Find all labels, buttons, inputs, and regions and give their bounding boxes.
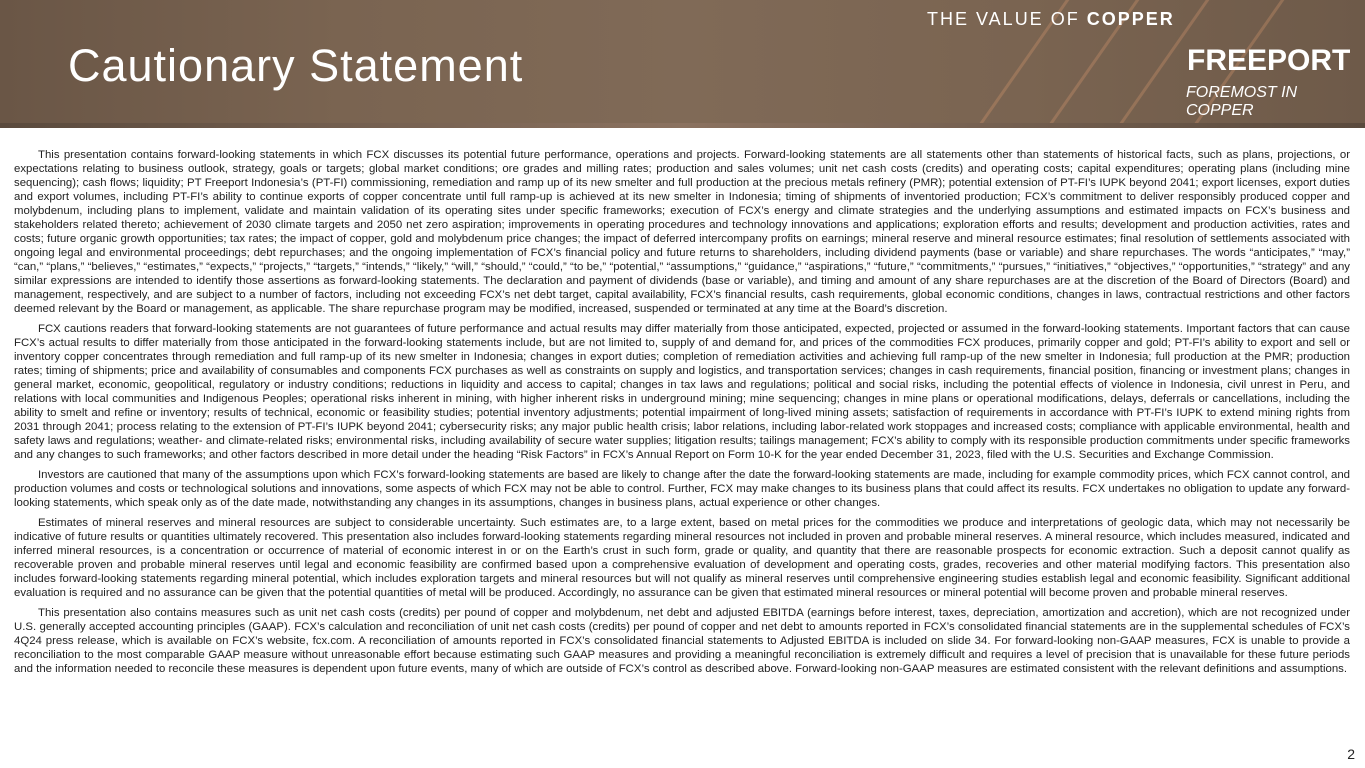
paragraph-forward-looking: This presentation contains forward-looking statements in which FCX discusses its potential future performance, operations and projects. Forward-looking statements are all statements other than statements of historical facts, such as plans, projections, or expectations relating to business outlook, strategy, goals or targets; global market conditions; ore grades and milling rates; production and sales volumes; unit net cash costs (credits) and operating costs; capital expenditures; operating plans (including mine sequencing); cash flows; liquidity; PT Freeport Indonesia’s (PT-FI) commissioning, remediation and ramp up of its new smelter and full production at the precious metals refinery (PMR); potential extension of PT-FI’s IUPK beyond 2041; export licenses, export duties and export volumes, including PT-FI’s ability to continue exports of copper concentrate until full ramp-up is achieved at its new smelter in Indonesia; timing of shipments of inventoried production; FCX’s commitment to deliver responsibly produced copper and molybdenum, including plans to implement, validate and maintain validation of its operating sites under specific frameworks; execution of FCX’s energy and climate strategies and the underlying assumptions and estimated impacts on FCX’s business and stakeholders related thereto; achievement of 2030 climate targets and 2050 net zero aspiration; improvements in operating procedures and technology innovations and applications; exploration efforts and results; development and production activities, rates and costs; future organic growth opportunities; tax rates; the impact of copper, gold and molybdenum price changes; the impact of deferred intercompany profits on earnings; mineral reserve and mineral resource estimates; final resolution of settlements associated with ongoing legal and environmental proceedings; debt repurchases; and the ongoing implementation of FCX’s financial policy and future returns to shareholders, including dividend payments (base or variable) and share repurchases. The words “anticipates,” “may,” “can,” “plans,” “believes,” “estimates,” “expects,” “projects,” “targets,” “intends,” “likely,” “will,” “should,” “could,” “to be,” “potential,” “assumptions,” “guidance,” “aspirations,” “future,” “commitments,” “pursues,” “initiatives,” “objectives,” “opportunities,” “strategy” and any similar expressions are intended to identify those assertions as forward-looking statements. The declaration and payment of dividends (base or variable), and timing and amount of any share repurchases are at the discretion of the Board of Directors (Board) and management, respectively, and are subject to a number of factors, including not exceeding FCX’s net debt target, capital availability, FCX’s financial results, cash requirements, global economic conditions, changes in laws, contractual restrictions and other factors deemed relevant by the Board or management, as applicable. The share repurchase program may be modified, increased, suspended or terminated at any time at the Board’s discretion. xyxy=(14,149,1350,315)
tagline-bold: COPPER xyxy=(1086,9,1175,29)
tagline xyxy=(927,9,1175,30)
paragraph-investors: Investors are cautioned that many of the assumptions upon which FCX’s forward-looking statements are based are likely to change after the date the forward-looking statements are made, including for example commodity prices, which FCX cannot control, and production volumes and costs or technological solutions and innovations, some aspects of which FCX may not be able to control. Further, FCX may make changes to its business plans that could affect its results. FCX undertakes no obligation to update any forward-looking statements, which speak only as of the date made, notwithstanding any changes in its assumptions, changes in business plans, actual experience or other changes. xyxy=(14,469,1350,509)
paragraph-non-gaap: This presentation also contains measures such as unit net cash costs (credits) per pound of copper and molybdenum, net debt and adjusted EBITDA (earnings before interest, taxes, depreciation, amortization and accretion), which are not recognized under U.S. generally accepted accounting principles (GAAP). FCX’s calculation and reconciliation of unit net cash costs (credits) per pound of copper and net debt to amounts reported in FCX’s consolidated financial statements are in the supplemental schedules of FCX’s 4Q24 press release, which is available on FCX’s website, fcx.com. A reconciliation of amounts reported in FCX’s consolidated financial statements to Adjusted EBITDA is included on slide 34. For forward-looking non-GAAP measures, FCX is unable to provide a reconciliation to the most comparable GAAP measure without unreasonable effort because estimating such GAAP measures and providing a meaningful reconciliation is extremely difficult and requires a level of precision that is unavailable for these future periods and the information needed to reconcile these measures is dependent upon future events, many of which are outside of FCX’s control as described above. Forward-looking non-GAAP measures are estimated consistent with the relevant definitions and assumptions. xyxy=(14,607,1350,675)
tagline-prefix: THE VALUE OF xyxy=(927,9,1087,29)
page-number: 2 xyxy=(1347,746,1355,762)
company-slogan: FOREMOST IN COPPER xyxy=(1186,84,1298,119)
cautionary-text xyxy=(14,148,1350,682)
company-logo: FREEPORT xyxy=(1187,44,1351,77)
paragraph-cautions: FCX cautions readers that forward-looking statements are not guarantees of future performance and actual results may differ materially from those anticipated, expected, projected or assumed in the forward-looking statements. Important factors that can cause FCX’s actual results to differ materially from those anticipated in the forward-looking statements include, but are not limited to, supply of and demand for, and prices of the commodities FCX produces, primarily copper and gold; PT-FI’s ability to export and sell or inventory copper concentrates through remediation and full ramp-up of its new smelter in Indonesia; changes in export duties; completion of remediation activities and achieving full ramp-up of the new smelter in Indonesia; full production at the PMR; production rates; timing of shipments; price and availability of consumables and components FCX purchases as well as constraints on supply and logistics, and transportation services; changes in cash requirements, financial position, financing or investment plans; changes in general market, economic, geopolitical, regulatory or industry conditions; reductions in liquidity and access to capital; changes in tax laws and regulations; political and social risks, including the potential effects of violence in Indonesia, civil unrest in Peru, and relations with local communities and Indigenous Peoples; operational risks inherent in mining, with higher inherent risks in underground mining; mine sequencing; changes in mine plans or operational modifications, delays, deferrals or cancellations, including the ability to smelt and refine or inventory; results of technical, economic or feasibility studies; potential inventory adjustments; potential impairment of long-lived mining assets; satisfaction of requirements in accordance with PT-FI’s IUPK to extend mining rights from 2031 through 2041; process relating to the extension of PT-FI’s IUPK beyond 2041; cybersecurity risks; any major public health crisis; labor relations, including labor-related work stoppages and increased costs; compliance with applicable environmental, health and safety laws and regulations; weather- and climate-related risks; environmental risks, including availability of secure water supplies; litigation results; tailings management; FCX’s ability to comply with its responsible production commitments under specific frameworks and any changes to such frameworks; and other factors described in more detail under the heading “Risk Factors” in FCX’s Annual Report on Form 10-K for the year ended December 31, 2023, filed with the U.S. Securities and Exchange Commission. xyxy=(14,323,1350,461)
header-divider xyxy=(0,123,1365,128)
paragraph-estimates: Estimates of mineral reserves and mineral resources are subject to considerable uncertainty. Such estimates are, to a large extent, based on metal prices for the commodities we produce and interpretations of geologic data, which may not necessarily be indicative of future results or quantities ultimately recovered. This presentation also includes forward-looking statements regarding mineral resources not included in proven and probable mineral reserves. A mineral resource, which includes measured, indicated and inferred mineral resources, is a concentration or occurrence of material of economic interest in or on the Earth’s crust in such form, grade or quality, and quantity that there are reasonable prospects for economic extraction. Such a deposit cannot qualify as recoverable proven and probable mineral reserves until legal and economic feasibility are confirmed based upon a comprehensive evaluation of development and operating costs, grades, recoveries and other material modifying factors. This presentation also includes forward-looking statements regarding mineral potential, which includes exploration targets and mineral resources but will not qualify as mineral reserves until comprehensive engineering studies establish legal and economic feasibility. Significant additional evaluation is required and no assurance can be given that the potential quantities of metal will be produced. Accordingly, no assurance can be given that estimated mineral resources or mineral potential will become proven and probable mineral reserves. xyxy=(14,517,1350,599)
page-title: Cautionary Statement xyxy=(68,40,524,91)
slide-header xyxy=(0,0,1365,128)
